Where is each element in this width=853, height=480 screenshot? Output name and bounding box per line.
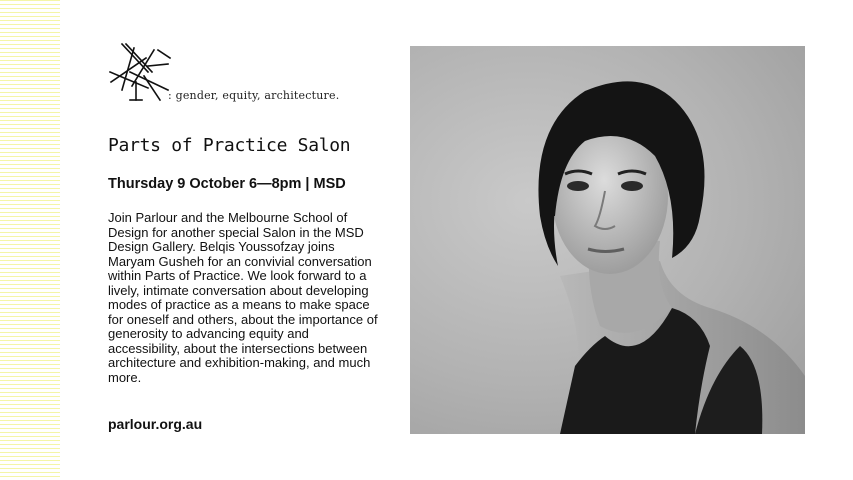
website-link[interactable]: parlour.org.au: [108, 416, 203, 432]
event-description: Join Parlour and the Melbourne School of Design for another special Salon in the MSD Design Gallery. Belqis Youssofzay joins Maryam Gusheh for an convivial conversation within Parts of Practice. We look forward to a lively, intimate conversation about developing modes of practice as a means to make space for oneself and others, about the importance of generosity to advancing equity and accessibility, about the intersections between architecture and exhibition-making, and much more.: [108, 210, 378, 385]
parlour-logo-icon: [108, 42, 174, 102]
portrait-photo: [410, 46, 805, 434]
event-title: Parts of Practice Salon: [108, 135, 351, 156]
event-date: Thursday 9 October 6—8pm | MSD: [108, 176, 346, 192]
decorative-stripe-band: [0, 0, 60, 480]
tagline: : gender, equity, architecture.: [168, 89, 340, 102]
